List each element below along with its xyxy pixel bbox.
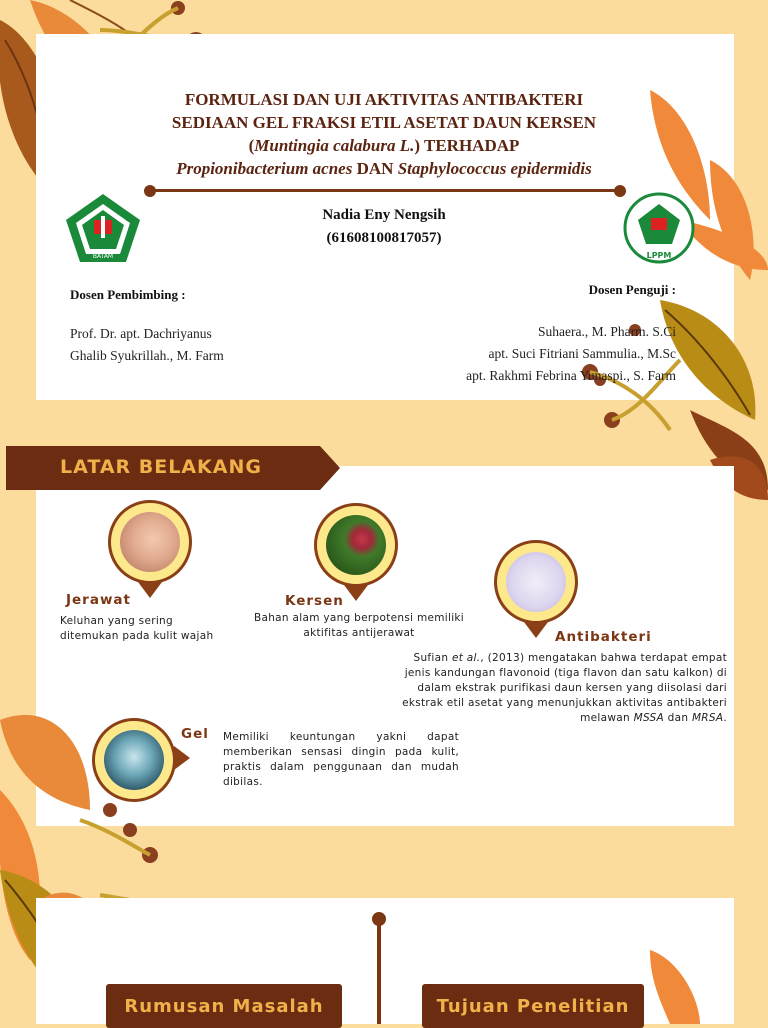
antibakteri-circle xyxy=(494,540,578,624)
author-id: (61608100817057) xyxy=(326,230,442,246)
kersen-heading: Kersen xyxy=(285,593,344,609)
kersen-icon-frame xyxy=(314,503,398,603)
svg-text:LPPM: LPPM xyxy=(646,251,672,260)
poster-title xyxy=(110,88,658,180)
title-line-1: FORMULASI DAN UJI AKTIVITAS ANTIBAKTERI xyxy=(184,90,584,109)
cherry-icon xyxy=(326,515,386,575)
supervisor-name: Prof. Dr. apt. Dachriyanus xyxy=(70,326,212,341)
mitra-bunda-logo xyxy=(64,192,142,264)
svg-text:BATAM: BATAM xyxy=(92,253,114,260)
examiner-name: Suhaera., M. Pharm. S.Ci xyxy=(538,324,676,339)
jerawat-icon-frame xyxy=(108,500,192,600)
lppm-logo xyxy=(620,192,698,264)
species-name: Muntingia calabura L. xyxy=(254,136,415,155)
supervisor-name: Ghalib Syukrillah., M. Farm xyxy=(70,348,224,363)
center-timeline-line xyxy=(377,920,381,1024)
antibakteri-icon-frame xyxy=(494,540,578,640)
jerawat-circle xyxy=(108,500,192,584)
examiner-label: Dosen Penguji : xyxy=(588,282,676,297)
examiner-name: apt. Suci Fitriani Sammulia., M.Sc xyxy=(488,346,676,361)
divider-dot-left xyxy=(144,185,156,197)
title-divider xyxy=(150,189,620,192)
timeline-dot xyxy=(372,912,386,926)
author-block xyxy=(234,204,534,250)
author-name: Nadia Eny Nengsih xyxy=(322,207,446,223)
kersen-text: Bahan alam yang berpotensi memiliki aktifitas antijerawat xyxy=(253,612,465,639)
divider-dot-right xyxy=(614,185,626,197)
antibakteri-text: Sufian et al., (2013) mengatakan bahwa terdapat empat jenis kandungan flavonoid (tiga flavon dan satu kalkon) di dalam ekstrak purifikasi daun kersen yang diisolasi dari ekstrak etil asetat yang menunjukkan aktivitas antibakteri melawan MSSA dan MRSA. xyxy=(402,652,727,724)
gel-heading: Gel xyxy=(181,726,209,742)
leaf-decoration-bottom-right xyxy=(640,940,768,1024)
jerawat-heading: Jerawat xyxy=(66,592,131,608)
rumusan-masalah-tab[interactable]: Rumusan Masalah xyxy=(106,984,342,1028)
bacteria-icon xyxy=(506,552,566,612)
examiner-name: apt. Rakhmi Febrina Yunaspi., S. Farm xyxy=(466,368,676,383)
antibakteri-heading: Antibakteri xyxy=(555,629,652,645)
face-icon xyxy=(120,512,180,572)
tujuan-penelitian-tab[interactable]: Tujuan Penelitian xyxy=(422,984,644,1028)
title-line-4: Propionibacterium acnes DAN Staphylococcus epidermidis xyxy=(176,159,592,178)
supervisor-label: Dosen Pembimbing : xyxy=(70,287,186,302)
supervisor-list xyxy=(70,323,224,367)
title-line-3: (Muntingia calabura L.) TERHADAP xyxy=(248,136,520,155)
examiner-list xyxy=(380,321,676,387)
gel-text: Memiliki keuntungan yakni dapat memberikan sensasi dingin pada kulit, praktis dalam penggunaan dan mudah dibilas. xyxy=(223,731,459,788)
jerawat-text: Keluhan yang sering ditemukan pada kulit wajah xyxy=(60,615,214,642)
kersen-circle xyxy=(314,503,398,587)
title-line-2: SEDIAAN GEL FRAKSI ETIL ASETAT DAUN KERSEN xyxy=(171,113,597,132)
latar-banner-label: LATAR BELAKANG xyxy=(60,456,262,478)
